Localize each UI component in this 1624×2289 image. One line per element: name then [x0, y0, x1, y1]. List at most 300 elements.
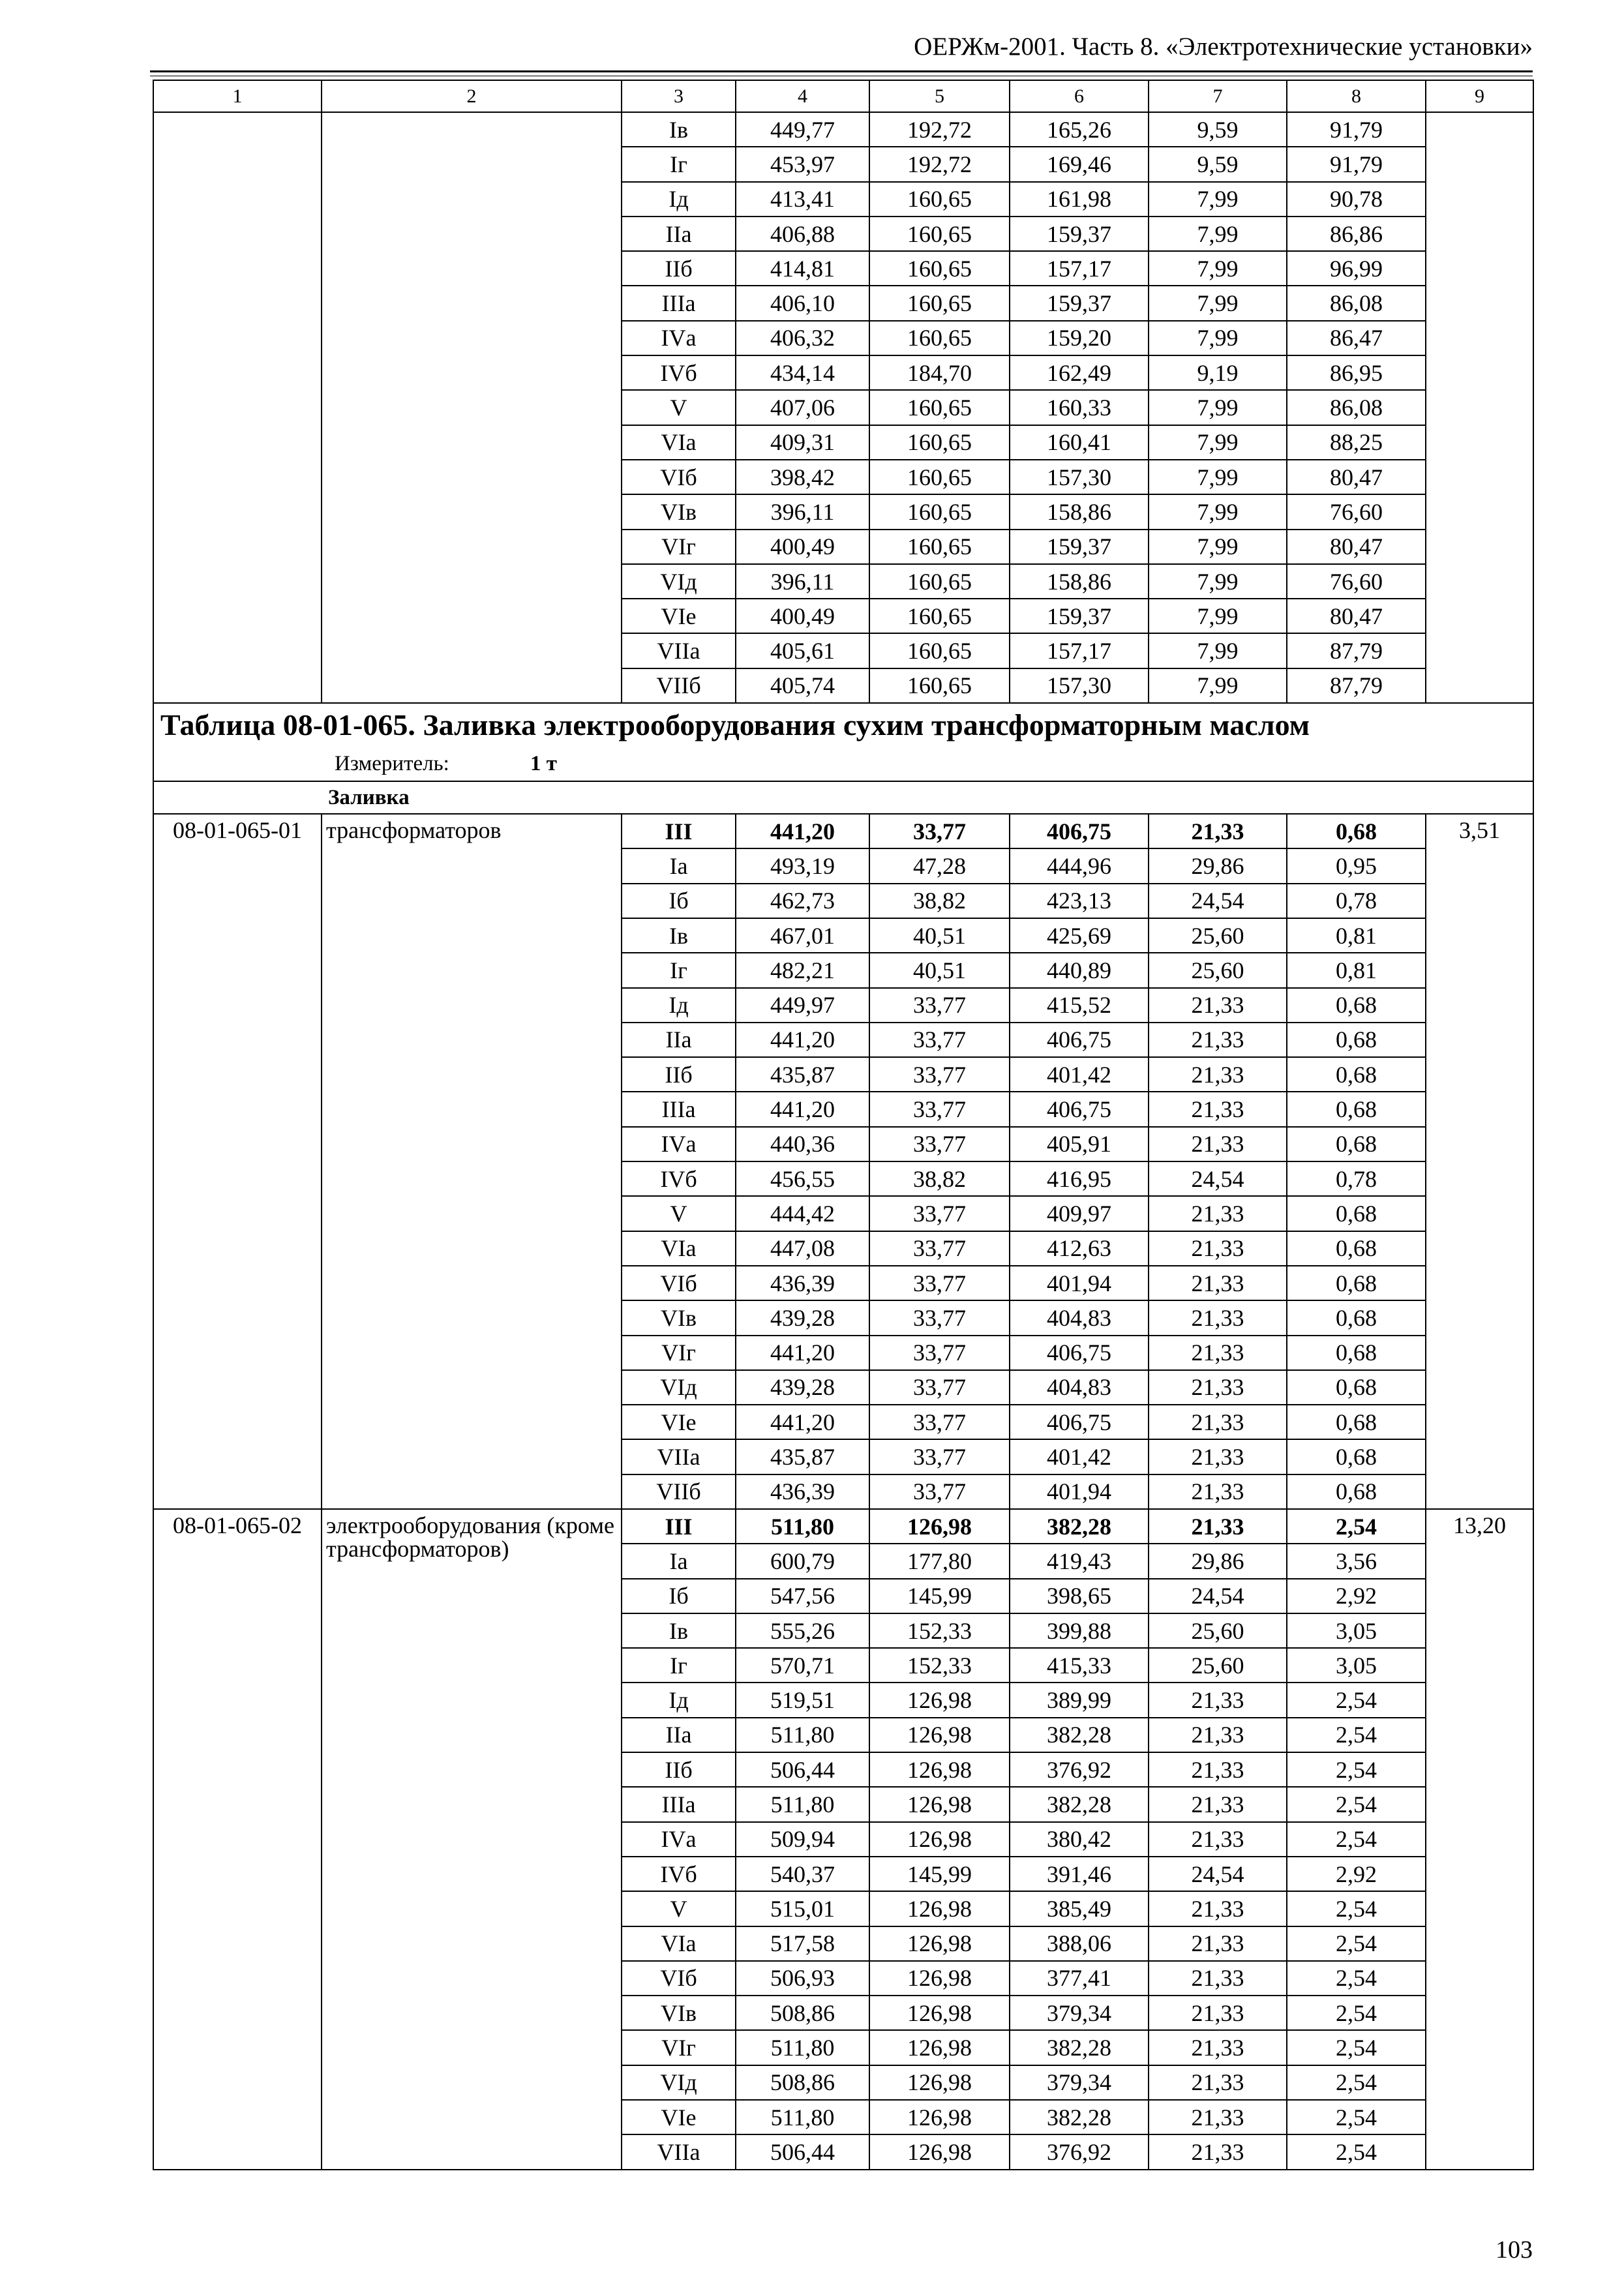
zone-cell: IVа [622, 321, 736, 355]
table-body [153, 80, 1533, 2170]
machinist-wages-cell: 7,99 [1149, 251, 1287, 286]
materials-cell: 90,78 [1287, 182, 1426, 217]
machinist-wages-cell: 21,33 [1149, 1891, 1287, 1926]
total-cost-cell: 511,80 [736, 1787, 869, 1821]
total-cost-cell: 449,77 [736, 112, 869, 147]
materials-cell: 0,81 [1287, 918, 1426, 953]
machinist-wages-cell: 21,33 [1149, 1370, 1287, 1405]
zone-cell: IVб [622, 1161, 736, 1196]
wages-cell: 160,65 [869, 321, 1010, 355]
wages-cell: 126,98 [869, 1787, 1010, 1821]
materials-cell: 80,47 [1287, 530, 1426, 564]
wages-cell: 126,98 [869, 1822, 1010, 1857]
machines-cell: 382,28 [1010, 1718, 1149, 1752]
machinist-wages-cell: 29,86 [1149, 848, 1287, 883]
zone-cell: VIIб [622, 668, 736, 703]
total-cost-cell: 456,55 [736, 1161, 869, 1196]
wages-cell: 40,51 [869, 918, 1010, 953]
zone-cell: IIIа [622, 286, 736, 320]
zone-cell: V [622, 390, 736, 425]
total-cost-cell: 406,32 [736, 321, 869, 355]
zone-cell: Iг [622, 1648, 736, 1683]
machines-cell: 416,95 [1010, 1161, 1149, 1196]
materials-cell: 2,92 [1287, 1579, 1426, 1613]
zone-cell: IIа [622, 217, 736, 251]
machinist-wages-cell: 25,60 [1149, 1648, 1287, 1683]
zone-cell: Iб [622, 1579, 736, 1613]
zone-cell: IIб [622, 1752, 736, 1787]
total-cost-cell: 493,19 [736, 848, 869, 883]
machinist-wages-cell: 7,99 [1149, 668, 1287, 703]
total-cost-cell: 511,80 [736, 1718, 869, 1752]
machinist-wages-cell: 21,33 [1149, 1787, 1287, 1821]
item-name: трансформаторов [322, 814, 622, 1509]
machines-cell: 388,06 [1010, 1926, 1149, 1961]
wages-cell: 33,77 [869, 1231, 1010, 1266]
materials-cell: 2,54 [1287, 1787, 1426, 1821]
total-cost-cell: 413,41 [736, 182, 869, 217]
machinist-wages-cell: 9,59 [1149, 112, 1287, 147]
materials-cell: 2,54 [1287, 1822, 1426, 1857]
machinist-wages-cell: 7,99 [1149, 321, 1287, 355]
machinist-wages-cell: 21,33 [1149, 1300, 1287, 1335]
table-row [153, 814, 1533, 848]
total-cost-cell: 436,39 [736, 1266, 869, 1300]
column-number: 4 [736, 80, 869, 112]
materials-cell: 86,08 [1287, 286, 1426, 320]
total-cost-cell: 462,73 [736, 884, 869, 918]
wages-cell: 40,51 [869, 953, 1010, 987]
machinist-wages-cell: 21,33 [1149, 1509, 1287, 1544]
wages-cell: 160,65 [869, 633, 1010, 668]
total-cost-cell: 396,11 [736, 564, 869, 599]
zone-cell: VIб [622, 460, 736, 494]
materials-cell: 2,54 [1287, 1926, 1426, 1961]
column-number: 1 [153, 80, 322, 112]
total-cost-cell: 517,58 [736, 1926, 869, 1961]
materials-cell: 0,68 [1287, 1266, 1426, 1300]
machines-cell: 162,49 [1010, 355, 1149, 390]
column-number: 2 [322, 80, 622, 112]
wages-cell: 126,98 [869, 1926, 1010, 1961]
machinist-wages-cell: 21,33 [1149, 1092, 1287, 1126]
zone-cell: VIд [622, 564, 736, 599]
machines-cell: 380,42 [1010, 1822, 1149, 1857]
unit-row [153, 747, 1533, 781]
total-cost-cell: 441,20 [736, 1405, 869, 1439]
materials-cell: 0,68 [1287, 1127, 1426, 1161]
machinist-wages-cell: 24,54 [1149, 1579, 1287, 1613]
zone-cell: VIе [622, 599, 736, 633]
wages-cell: 33,77 [869, 814, 1010, 848]
wages-cell: 126,98 [869, 2065, 1010, 2100]
machines-cell: 385,49 [1010, 1891, 1149, 1926]
zone-cell: Iг [622, 147, 736, 181]
machines-cell: 423,13 [1010, 884, 1149, 918]
machinist-wages-cell: 21,33 [1149, 1196, 1287, 1231]
materials-cell: 2,54 [1287, 1891, 1426, 1926]
total-cost-cell: 439,28 [736, 1370, 869, 1405]
machinist-wages-cell: 21,33 [1149, 1683, 1287, 1717]
machines-cell: 406,75 [1010, 1023, 1149, 1057]
materials-cell: 87,79 [1287, 633, 1426, 668]
machinist-wages-cell: 21,33 [1149, 1439, 1287, 1474]
total-cost-cell: 453,97 [736, 147, 869, 181]
machines-cell: 399,88 [1010, 1613, 1149, 1648]
machines-cell: 401,94 [1010, 1474, 1149, 1509]
machinist-wages-cell: 21,33 [1149, 1231, 1287, 1266]
group-row [153, 781, 1533, 814]
wages-cell: 126,98 [869, 2134, 1010, 2169]
materials-cell: 2,54 [1287, 1752, 1426, 1787]
machines-cell: 406,75 [1010, 1405, 1149, 1439]
machines-cell: 382,28 [1010, 2100, 1149, 2134]
materials-cell: 0,68 [1287, 1405, 1426, 1439]
column-number: 3 [622, 80, 736, 112]
wages-cell: 160,65 [869, 460, 1010, 494]
item-name: электрооборудования (кроме трансформаторов) [322, 1509, 622, 2170]
materials-cell: 0,78 [1287, 884, 1426, 918]
wages-cell: 192,72 [869, 112, 1010, 147]
zone-cell: IIа [622, 1023, 736, 1057]
wages-cell: 33,77 [869, 1405, 1010, 1439]
zone-cell: VIа [622, 1231, 736, 1266]
wages-cell: 33,77 [869, 1092, 1010, 1126]
wages-cell: 184,70 [869, 355, 1010, 390]
zone-cell: V [622, 1196, 736, 1231]
wages-cell: 145,99 [869, 1579, 1010, 1613]
zone-cell: VIIа [622, 2134, 736, 2169]
machinist-wages-cell: 21,33 [1149, 1822, 1287, 1857]
zone-cell: IIб [622, 1057, 736, 1092]
wages-cell: 126,98 [869, 1891, 1010, 1926]
machinist-wages-cell: 21,33 [1149, 1336, 1287, 1370]
materials-cell: 2,54 [1287, 2100, 1426, 2134]
total-cost-cell: 540,37 [736, 1857, 869, 1891]
total-cost-cell: 405,61 [736, 633, 869, 668]
machinist-wages-cell: 21,33 [1149, 2030, 1287, 2065]
machinist-wages-cell: 29,86 [1149, 1544, 1287, 1578]
materials-cell: 91,79 [1287, 147, 1426, 181]
zone-cell: III [622, 814, 736, 848]
materials-cell: 3,05 [1287, 1648, 1426, 1683]
total-cost-cell: 400,49 [736, 530, 869, 564]
total-cost-cell: 398,42 [736, 460, 869, 494]
total-cost-cell: 447,08 [736, 1231, 869, 1266]
materials-cell: 2,54 [1287, 1683, 1426, 1717]
materials-cell: 86,95 [1287, 355, 1426, 390]
machinist-wages-cell: 7,99 [1149, 599, 1287, 633]
total-cost-cell: 570,71 [736, 1648, 869, 1683]
wages-cell: 126,98 [869, 1718, 1010, 1752]
wages-cell: 126,98 [869, 1752, 1010, 1787]
item-code: 08-01-065-01 [153, 814, 322, 1509]
materials-cell: 0,68 [1287, 1370, 1426, 1405]
materials-cell: 88,25 [1287, 425, 1426, 460]
wages-cell: 160,65 [869, 217, 1010, 251]
machines-cell: 158,86 [1010, 564, 1149, 599]
machines-cell: 159,37 [1010, 286, 1149, 320]
zone-cell: VIб [622, 1961, 736, 1996]
materials-cell: 0,68 [1287, 1023, 1426, 1057]
total-cost-cell: 400,49 [736, 599, 869, 633]
machines-cell: 389,99 [1010, 1683, 1149, 1717]
machinist-wages-cell: 24,54 [1149, 1857, 1287, 1891]
wages-cell: 33,77 [869, 988, 1010, 1023]
column-number: 9 [1426, 80, 1533, 112]
column-number: 8 [1287, 80, 1426, 112]
wages-cell: 38,82 [869, 884, 1010, 918]
total-cost-cell: 406,10 [736, 286, 869, 320]
machinist-wages-cell: 7,99 [1149, 494, 1287, 529]
materials-cell: 0,78 [1287, 1161, 1426, 1196]
wages-cell: 126,98 [869, 1961, 1010, 1996]
zone-cell: VIг [622, 1336, 736, 1370]
section-title: Таблица 08-01-065. Заливка электрооборудования сухим трансформаторным маслом [153, 703, 1533, 747]
machinist-wages-cell: 7,99 [1149, 286, 1287, 320]
zone-cell: Iа [622, 848, 736, 883]
zone-cell: Iв [622, 1613, 736, 1648]
zone-cell: IVб [622, 1857, 736, 1891]
unit-label: Измеритель: [335, 751, 449, 775]
machinist-wages-cell: 25,60 [1149, 953, 1287, 987]
machinist-wages-cell: 9,19 [1149, 355, 1287, 390]
total-cost-cell: 441,20 [736, 1023, 869, 1057]
machines-cell: 425,69 [1010, 918, 1149, 953]
machines-cell: 406,75 [1010, 1336, 1149, 1370]
machinist-wages-cell: 21,33 [1149, 1057, 1287, 1092]
total-cost-cell: 511,80 [736, 1509, 869, 1544]
total-cost-cell: 508,86 [736, 2065, 869, 2100]
materials-cell: 0,68 [1287, 814, 1426, 848]
wages-cell: 192,72 [869, 147, 1010, 181]
wages-cell: 33,77 [869, 1196, 1010, 1231]
wages-cell: 126,98 [869, 2030, 1010, 2065]
machinist-wages-cell: 9,59 [1149, 147, 1287, 181]
machines-cell: 379,34 [1010, 1996, 1149, 2030]
machines-cell: 404,83 [1010, 1370, 1149, 1405]
zone-cell: VIIб [622, 1474, 736, 1509]
wages-cell: 160,65 [869, 182, 1010, 217]
machines-cell: 159,37 [1010, 217, 1149, 251]
wages-cell: 47,28 [869, 848, 1010, 883]
machines-cell: 406,75 [1010, 1092, 1149, 1126]
machinist-wages-cell: 21,33 [1149, 2065, 1287, 2100]
column-number-row [153, 80, 1533, 112]
zone-cell: IIб [622, 251, 736, 286]
machinist-wages-cell: 21,33 [1149, 1926, 1287, 1961]
page-header: ОЕРЖм-2001. Часть 8. «Электротехнические установки» [914, 33, 1533, 61]
materials-cell: 3,05 [1287, 1613, 1426, 1648]
machinist-wages-cell: 7,99 [1149, 460, 1287, 494]
machines-cell: 398,65 [1010, 1579, 1149, 1613]
machinist-wages-cell: 7,99 [1149, 530, 1287, 564]
total-cost-cell: 444,42 [736, 1196, 869, 1231]
machines-cell: 157,30 [1010, 668, 1149, 703]
zone-cell: VIв [622, 494, 736, 529]
materials-cell: 3,56 [1287, 1544, 1426, 1578]
total-cost-cell: 396,11 [736, 494, 869, 529]
zone-cell: Iб [622, 884, 736, 918]
total-cost-cell: 508,86 [736, 1996, 869, 2030]
machines-cell: 377,41 [1010, 1961, 1149, 1996]
machines-cell: 444,96 [1010, 848, 1149, 883]
code-cell-empty [153, 112, 322, 703]
machines-cell: 401,94 [1010, 1266, 1149, 1300]
machines-cell: 159,20 [1010, 321, 1149, 355]
total-cost-cell: 407,06 [736, 390, 869, 425]
materials-cell: 2,54 [1287, 2134, 1426, 2169]
materials-cell: 2,54 [1287, 2030, 1426, 2065]
total-cost-cell: 515,01 [736, 1891, 869, 1926]
section-title-row [153, 703, 1533, 747]
machinist-wages-cell: 21,33 [1149, 1752, 1287, 1787]
zone-cell: Iв [622, 918, 736, 953]
wages-cell: 33,77 [869, 1474, 1010, 1509]
machines-cell: 412,63 [1010, 1231, 1149, 1266]
zone-cell: III [622, 1509, 736, 1544]
wages-cell: 33,77 [869, 1266, 1010, 1300]
item-code: 08-01-065-02 [153, 1509, 322, 2170]
column-number: 6 [1010, 80, 1149, 112]
wages-cell: 160,65 [869, 530, 1010, 564]
zone-cell: VIв [622, 1996, 736, 2030]
machinist-wages-cell: 21,33 [1149, 1023, 1287, 1057]
wages-cell: 126,98 [869, 2100, 1010, 2134]
materials-cell: 0,68 [1287, 1336, 1426, 1370]
machinist-wages-cell: 21,33 [1149, 1961, 1287, 1996]
machines-cell: 159,37 [1010, 599, 1149, 633]
total-cost-cell: 506,44 [736, 1752, 869, 1787]
machines-cell: 165,26 [1010, 112, 1149, 147]
unit-value: 1 т [530, 751, 557, 775]
total-cost-cell: 405,74 [736, 668, 869, 703]
wages-cell: 33,77 [869, 1300, 1010, 1335]
zone-cell: IIIа [622, 1092, 736, 1126]
machines-cell: 406,75 [1010, 814, 1149, 848]
wages-cell: 160,65 [869, 564, 1010, 599]
wages-cell: 152,33 [869, 1613, 1010, 1648]
wages-cell: 33,77 [869, 1439, 1010, 1474]
zone-cell: VIв [622, 1300, 736, 1335]
materials-cell: 86,08 [1287, 390, 1426, 425]
item-price: 13,20 [1426, 1509, 1533, 2170]
table-row [153, 1509, 1533, 1544]
total-cost-cell: 441,20 [736, 1092, 869, 1126]
machinist-wages-cell: 7,99 [1149, 564, 1287, 599]
total-cost-cell: 511,80 [736, 2100, 869, 2134]
total-cost-cell: 435,87 [736, 1439, 869, 1474]
machinist-wages-cell: 21,33 [1149, 1474, 1287, 1509]
zone-cell: IVа [622, 1822, 736, 1857]
machinist-wages-cell: 21,33 [1149, 2134, 1287, 2169]
materials-cell: 86,47 [1287, 321, 1426, 355]
total-cost-cell: 547,56 [736, 1579, 869, 1613]
zone-cell: IIа [622, 1718, 736, 1752]
total-cost-cell: 439,28 [736, 1300, 869, 1335]
machines-cell: 160,41 [1010, 425, 1149, 460]
materials-cell: 2,54 [1287, 1996, 1426, 2030]
machinist-wages-cell: 21,33 [1149, 1127, 1287, 1161]
machines-cell: 382,28 [1010, 1509, 1149, 1544]
total-cost-cell: 555,26 [736, 1613, 869, 1648]
materials-cell: 0,68 [1287, 1439, 1426, 1474]
group-label: Заливка [322, 781, 1533, 814]
machines-cell: 376,92 [1010, 2134, 1149, 2169]
wages-cell: 160,65 [869, 425, 1010, 460]
price-cell-empty [1426, 112, 1533, 703]
machines-cell: 157,30 [1010, 460, 1149, 494]
materials-cell: 0,68 [1287, 1057, 1426, 1092]
column-number: 7 [1149, 80, 1287, 112]
machinist-wages-cell: 7,99 [1149, 633, 1287, 668]
machines-cell: 160,33 [1010, 390, 1149, 425]
machines-cell: 157,17 [1010, 633, 1149, 668]
machinist-wages-cell: 24,54 [1149, 1161, 1287, 1196]
wages-cell: 152,33 [869, 1648, 1010, 1683]
zone-cell: Iд [622, 182, 736, 217]
materials-cell: 87,79 [1287, 668, 1426, 703]
wages-cell: 160,65 [869, 599, 1010, 633]
total-cost-cell: 435,87 [736, 1057, 869, 1092]
zone-cell: VIб [622, 1266, 736, 1300]
materials-cell: 76,60 [1287, 494, 1426, 529]
total-cost-cell: 441,20 [736, 814, 869, 848]
machines-cell: 415,52 [1010, 988, 1149, 1023]
wages-cell: 145,99 [869, 1857, 1010, 1891]
machinist-wages-cell: 25,60 [1149, 1613, 1287, 1648]
zone-cell: IVб [622, 355, 736, 390]
materials-cell: 0,95 [1287, 848, 1426, 883]
total-cost-cell: 436,39 [736, 1474, 869, 1509]
materials-cell: 0,81 [1287, 953, 1426, 987]
zone-cell: VIе [622, 2100, 736, 2134]
wages-cell: 160,65 [869, 390, 1010, 425]
machinist-wages-cell: 21,33 [1149, 1266, 1287, 1300]
group-blank [153, 781, 322, 814]
materials-cell: 0,68 [1287, 988, 1426, 1023]
header-rule [150, 70, 1533, 72]
machines-cell: 391,46 [1010, 1857, 1149, 1891]
total-cost-cell: 519,51 [736, 1683, 869, 1717]
materials-cell: 96,99 [1287, 251, 1426, 286]
wages-cell: 126,98 [869, 1996, 1010, 2030]
total-cost-cell: 506,44 [736, 2134, 869, 2169]
machines-cell: 409,97 [1010, 1196, 1149, 1231]
materials-cell: 2,54 [1287, 1961, 1426, 1996]
machines-cell: 376,92 [1010, 1752, 1149, 1787]
zone-cell: Iд [622, 988, 736, 1023]
wages-cell: 126,98 [869, 1509, 1010, 1544]
zone-cell: VIг [622, 530, 736, 564]
machines-cell: 382,28 [1010, 2030, 1149, 2065]
wages-cell: 160,65 [869, 494, 1010, 529]
total-cost-cell: 509,94 [736, 1822, 869, 1857]
machines-cell: 405,91 [1010, 1127, 1149, 1161]
zone-cell: VIIа [622, 1439, 736, 1474]
zone-cell: VIе [622, 1405, 736, 1439]
wages-cell: 126,98 [869, 1683, 1010, 1717]
materials-cell: 86,86 [1287, 217, 1426, 251]
column-number: 5 [869, 80, 1010, 112]
machinist-wages-cell: 21,33 [1149, 814, 1287, 848]
zone-cell: Iв [622, 112, 736, 147]
machinist-wages-cell: 21,33 [1149, 988, 1287, 1023]
total-cost-cell: 441,20 [736, 1336, 869, 1370]
machinist-wages-cell: 7,99 [1149, 182, 1287, 217]
wages-cell: 38,82 [869, 1161, 1010, 1196]
machinist-wages-cell: 21,33 [1149, 1718, 1287, 1752]
